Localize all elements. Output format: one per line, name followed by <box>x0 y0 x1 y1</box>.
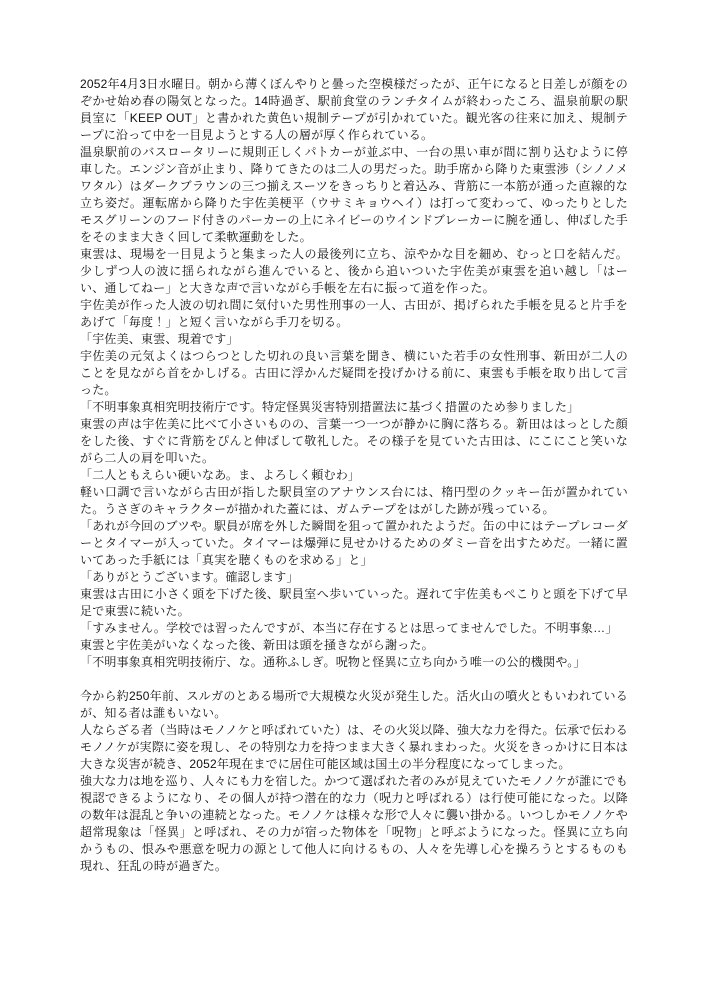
paragraph: 宇佐美の元気よくはつらつとした切れの良い言葉を聞き、横にいた若手の女性刑事、新田が二人のことを見ながら首をかしげる。古田に浮かんだ疑問を投げかける前に、東雲も手帳を取り出して言った。 <box>80 349 628 397</box>
dialogue-line: 「すみません。学校では習ったんですが、本当に存在するとは思ってませんでした。不明事象…」 <box>80 621 618 635</box>
document-body <box>80 76 628 875</box>
dialogue-line: 「宇佐美、東雲、現着です」 <box>80 332 239 346</box>
dialogue-line: 「二人ともえらい硬いなあ。ま、よろしく頼むわ」 <box>80 468 361 482</box>
dialogue-line: 「不明事象真相究明技術庁です。特定怪異災害特別措置法に基づく措置のため参りました」 <box>80 400 580 414</box>
lore-section <box>80 688 628 875</box>
paragraph: 強大な力は地を巡り、人々にも力を宿した。かつて選ばれた者のみが見えていたモノノケが誰にでも視認できるようになり、その個人が持つ潜在的な力（呪力と呼ばれる）は行使可能になった。以降の数年は混乱と争いの連続となった。モノノケは様々な形で人々に襲い掛かる。いつしかモノノケや超常現象は「怪異」と呼ばれ、その力が宿った物体を「呪物」と呼ぶようになった。怪異に立ち向かうもの、恨みや悪意を呪力の源として他人に向けるもの、人々を先導し心を操ろうとするものも現れ、狂乱の時が過ぎた。 <box>80 774 628 873</box>
dialogue-line: 「あれが今回のブツや。駅員が席を外した瞬間を狙って置かれたようだ。缶の中にはテープレコーダーとタイマーが入っていた。タイマーは爆弾に見せかけるためのダミー音を出すためだ。一緒に置いてあった手紙には「真実を聴くものを求める」と」 <box>80 519 628 567</box>
paragraph: 今から約250年前、スルガのとある場所で大規模な火災が発生した。活火山の噴火ともいわれているが、知る者は誰もいない。 <box>80 689 628 720</box>
paragraph: 軽い口調で言いながら古田が指した駅員室のアナウンス台には、楕円型のクッキー缶が置かれていた。うさぎのキャラクターが描かれた蓋には、ガムテープをはがした跡が残っている。 <box>80 485 628 516</box>
paragraph: 宇佐美が作った人波の切れ間に気付いた男性刑事の一人、古田が、掲げられた手帳を見ると片手をあげて「毎度！」と短く言いながら手刀を切る。 <box>80 298 628 329</box>
paragraph: 東雲は古田に小さく頭を下げた後、駅員室へ歩いていった。遅れて宇佐美もぺこりと頭を下げて早足で東雲に続いた。 <box>80 587 628 618</box>
paragraph: 東雲の声は宇佐美に比べて小さいものの、言葉一つ一つが静かに胸に落ちる。新田ははっとした顔をした後、すぐに背筋をぴんと伸ばして敬礼した。その様子を見ていた古田は、にこにこと笑いながら二人の肩を叩いた。 <box>80 417 628 465</box>
dialogue-line: 「ありがとうございます。確認します」 <box>80 570 299 584</box>
paragraph: 温泉駅前のバスロータリーに規則正しくパトカーが並ぶ中、一台の黒い車が間に割り込むように停車した。エンジン音が止まり、降りてきたのは二人の男だった。助手席から降りた東雲渉（シノノメワタル）はダークブラウンの三つ揃えスーツをきっちりと着込み、背筋に一本筋が通った直線的な立ち姿だ。運転席から降りた宇佐美梗平（ウサミキョウヘイ）は打って変わって、ゆったりとしたモスグリーンのフード付きのパーカーの上にネイビーのウインドブレーカーに腕を通し、伸ばした手をそのまま大きく回して柔軟運動をした。 <box>80 145 628 244</box>
section-break <box>80 671 628 688</box>
paragraph: 東雲と宇佐美がいなくなった後、新田は頭を掻きながら謝った。 <box>80 638 434 652</box>
paragraph: 東雲は、現場を一目見ようと集まった人の最後列に立ち、涼やかな目を細め、むっと口を結んだ。少しずつ人の波に揺られながら進んでいると、後から追いついた宇佐美が東雲を追い越し「はーい、通してねー」と大きな声で言いながら手帳を左右に振って道を作った。 <box>80 247 628 295</box>
paragraph: 人ならざる者（当時はモノノケと呼ばれていた）は、その火災以降、強大な力を得た。伝承で伝わるモノノケが実際に姿を現し、その特別な力を持つまま大きく暴れまわった。火災をきっかけに日本は大きな災害が続き、2052年現在までに居住可能区域は国土の半分程度になってしまった。 <box>80 723 628 771</box>
paragraph: 2052年4月3日水曜日。朝から薄くぼんやりと曇った空模様だったが、正午になると日差しが顔をのぞかせ始め春の陽気となった。14時過ぎ、駅前食堂のランチタイムが終わったころ、温泉前駅の駅員室に「KEEP OUT」と書かれた黄色い規制テープが引かれていた。観光客の往来に加え、規制テープに沿って中を一目見ようとする人の層が厚く作られている。 <box>80 77 628 142</box>
dialogue-line: 「不明事象真相究明技術庁、な。通称ふしぎ。呪物と怪異に立ち向かう唯一の公的機関や。」 <box>80 655 586 669</box>
story-section <box>80 76 628 671</box>
